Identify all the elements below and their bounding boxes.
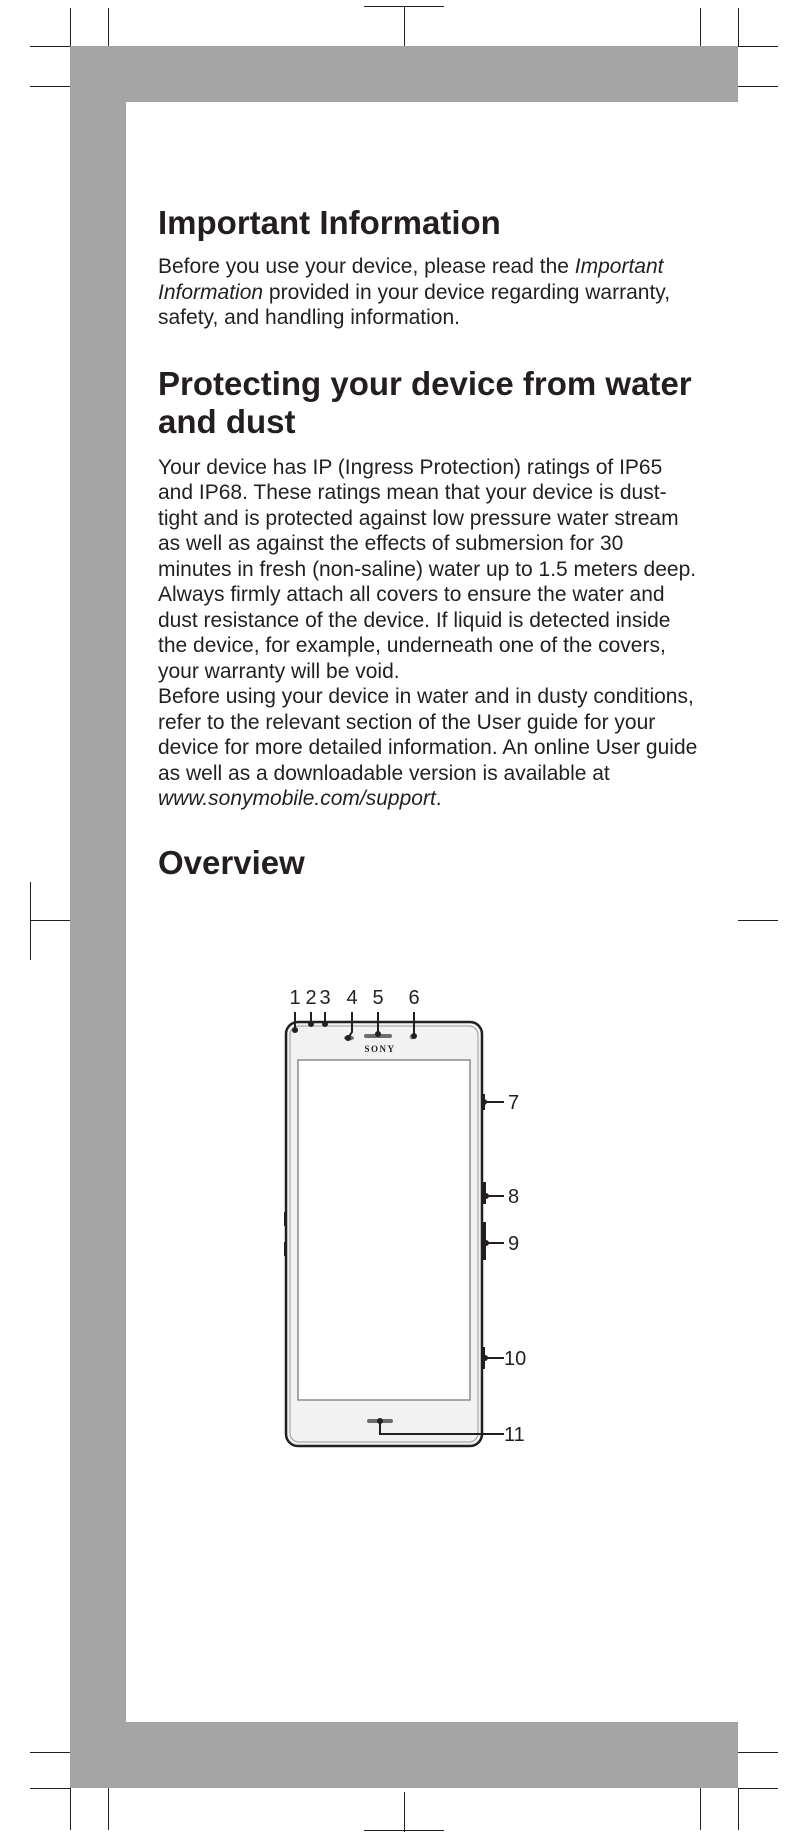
text-span: provided in your device regarding warranty, safety, and handling information. xyxy=(158,280,671,329)
callout-label-3: 3 xyxy=(319,987,331,1009)
callout-label-8: 8 xyxy=(508,1186,520,1208)
text-span: Before you use your device, please read the xyxy=(158,255,575,278)
callout-dot xyxy=(345,1035,351,1041)
callout-dot xyxy=(411,1033,417,1039)
crop-mark xyxy=(30,920,70,921)
callout-label-5: 5 xyxy=(372,987,384,1009)
crop-mark xyxy=(404,1792,405,1832)
callout-dot xyxy=(377,1418,383,1424)
callout-label-2: 2 xyxy=(305,987,317,1009)
crop-mark xyxy=(30,1788,70,1789)
crop-mark xyxy=(404,6,405,46)
phone-screen xyxy=(298,1060,470,1400)
callout-label-7: 7 xyxy=(508,1092,520,1114)
callout-dot xyxy=(483,1240,489,1246)
section-water-dust xyxy=(158,365,698,812)
crop-mark xyxy=(738,1788,778,1789)
callout-dot xyxy=(375,1031,381,1037)
section-important-information xyxy=(158,204,698,331)
callout-dot xyxy=(481,1099,487,1105)
crop-mark xyxy=(70,1788,71,1830)
callout-label-4: 4 xyxy=(346,987,358,1009)
device-overview-diagram xyxy=(280,972,570,1452)
callout-dot xyxy=(322,1021,328,1027)
crop-mark xyxy=(738,8,739,46)
heading-important-information: Important Information xyxy=(158,204,501,241)
crop-mark xyxy=(30,46,70,47)
crop-mark xyxy=(738,1788,739,1830)
callout-label-6: 6 xyxy=(408,987,420,1009)
crop-mark xyxy=(30,86,70,87)
crop-mark xyxy=(738,1752,778,1753)
document-content xyxy=(158,204,698,882)
water-dust-paragraph-2: Always firmly attach all covers to ensure the water and dust resistance of the device. If liquid is detected inside the device, for example, underneath one of the covers, your warranty will be void. xyxy=(158,583,671,683)
callout-label-1: 1 xyxy=(289,987,301,1009)
crop-mark xyxy=(30,1752,70,1753)
callout-label-9: 9 xyxy=(508,1233,520,1255)
device-illustration xyxy=(280,972,570,1452)
crop-mark xyxy=(70,8,71,46)
crop-mark xyxy=(108,8,109,46)
crop-mark xyxy=(738,920,778,921)
crop-mark xyxy=(738,86,778,87)
crop-mark xyxy=(108,1788,109,1830)
support-link[interactable]: www.sonymobile.com/support xyxy=(158,787,436,810)
brand-logo: SONY xyxy=(364,1044,396,1054)
callout-dot xyxy=(308,1021,314,1027)
crop-mark xyxy=(738,46,778,47)
heading-overview: Overview xyxy=(158,843,305,881)
heading-water-dust: Protecting your device from water and dust xyxy=(158,364,692,440)
important-information-text xyxy=(158,254,698,331)
text-span: Before using your device in water and in dusty conditions, refer to the relevant section of the User guide for your device for more detailed information. An online User guide as well as a downloadable version is available at xyxy=(158,685,698,785)
water-dust-paragraph-3 xyxy=(158,684,698,812)
crop-mark xyxy=(700,1788,701,1830)
section-overview xyxy=(158,844,698,882)
callout-label-10: 10 xyxy=(504,1348,527,1370)
italic-text: Important Information xyxy=(158,255,664,304)
side-detail xyxy=(284,1242,287,1256)
text-span: . xyxy=(435,787,442,810)
callout-dot xyxy=(483,1193,489,1199)
callout-label-11: 11 xyxy=(504,1424,525,1446)
crop-mark xyxy=(30,882,31,960)
side-detail xyxy=(284,1212,287,1226)
power-key xyxy=(481,1182,486,1204)
callout-dot xyxy=(482,1355,488,1361)
crop-mark xyxy=(700,8,701,46)
water-dust-paragraph-1: Your device has IP (Ingress Protection) ratings of IP65 and IP68. These ratings mean that your device is dust-tight and is protected against low pressure water stream as well as against the effects of submersion for 30 minutes in fresh (non-saline) water up to 1.5 meters deep. xyxy=(158,455,697,581)
callout-dot xyxy=(292,1027,298,1033)
